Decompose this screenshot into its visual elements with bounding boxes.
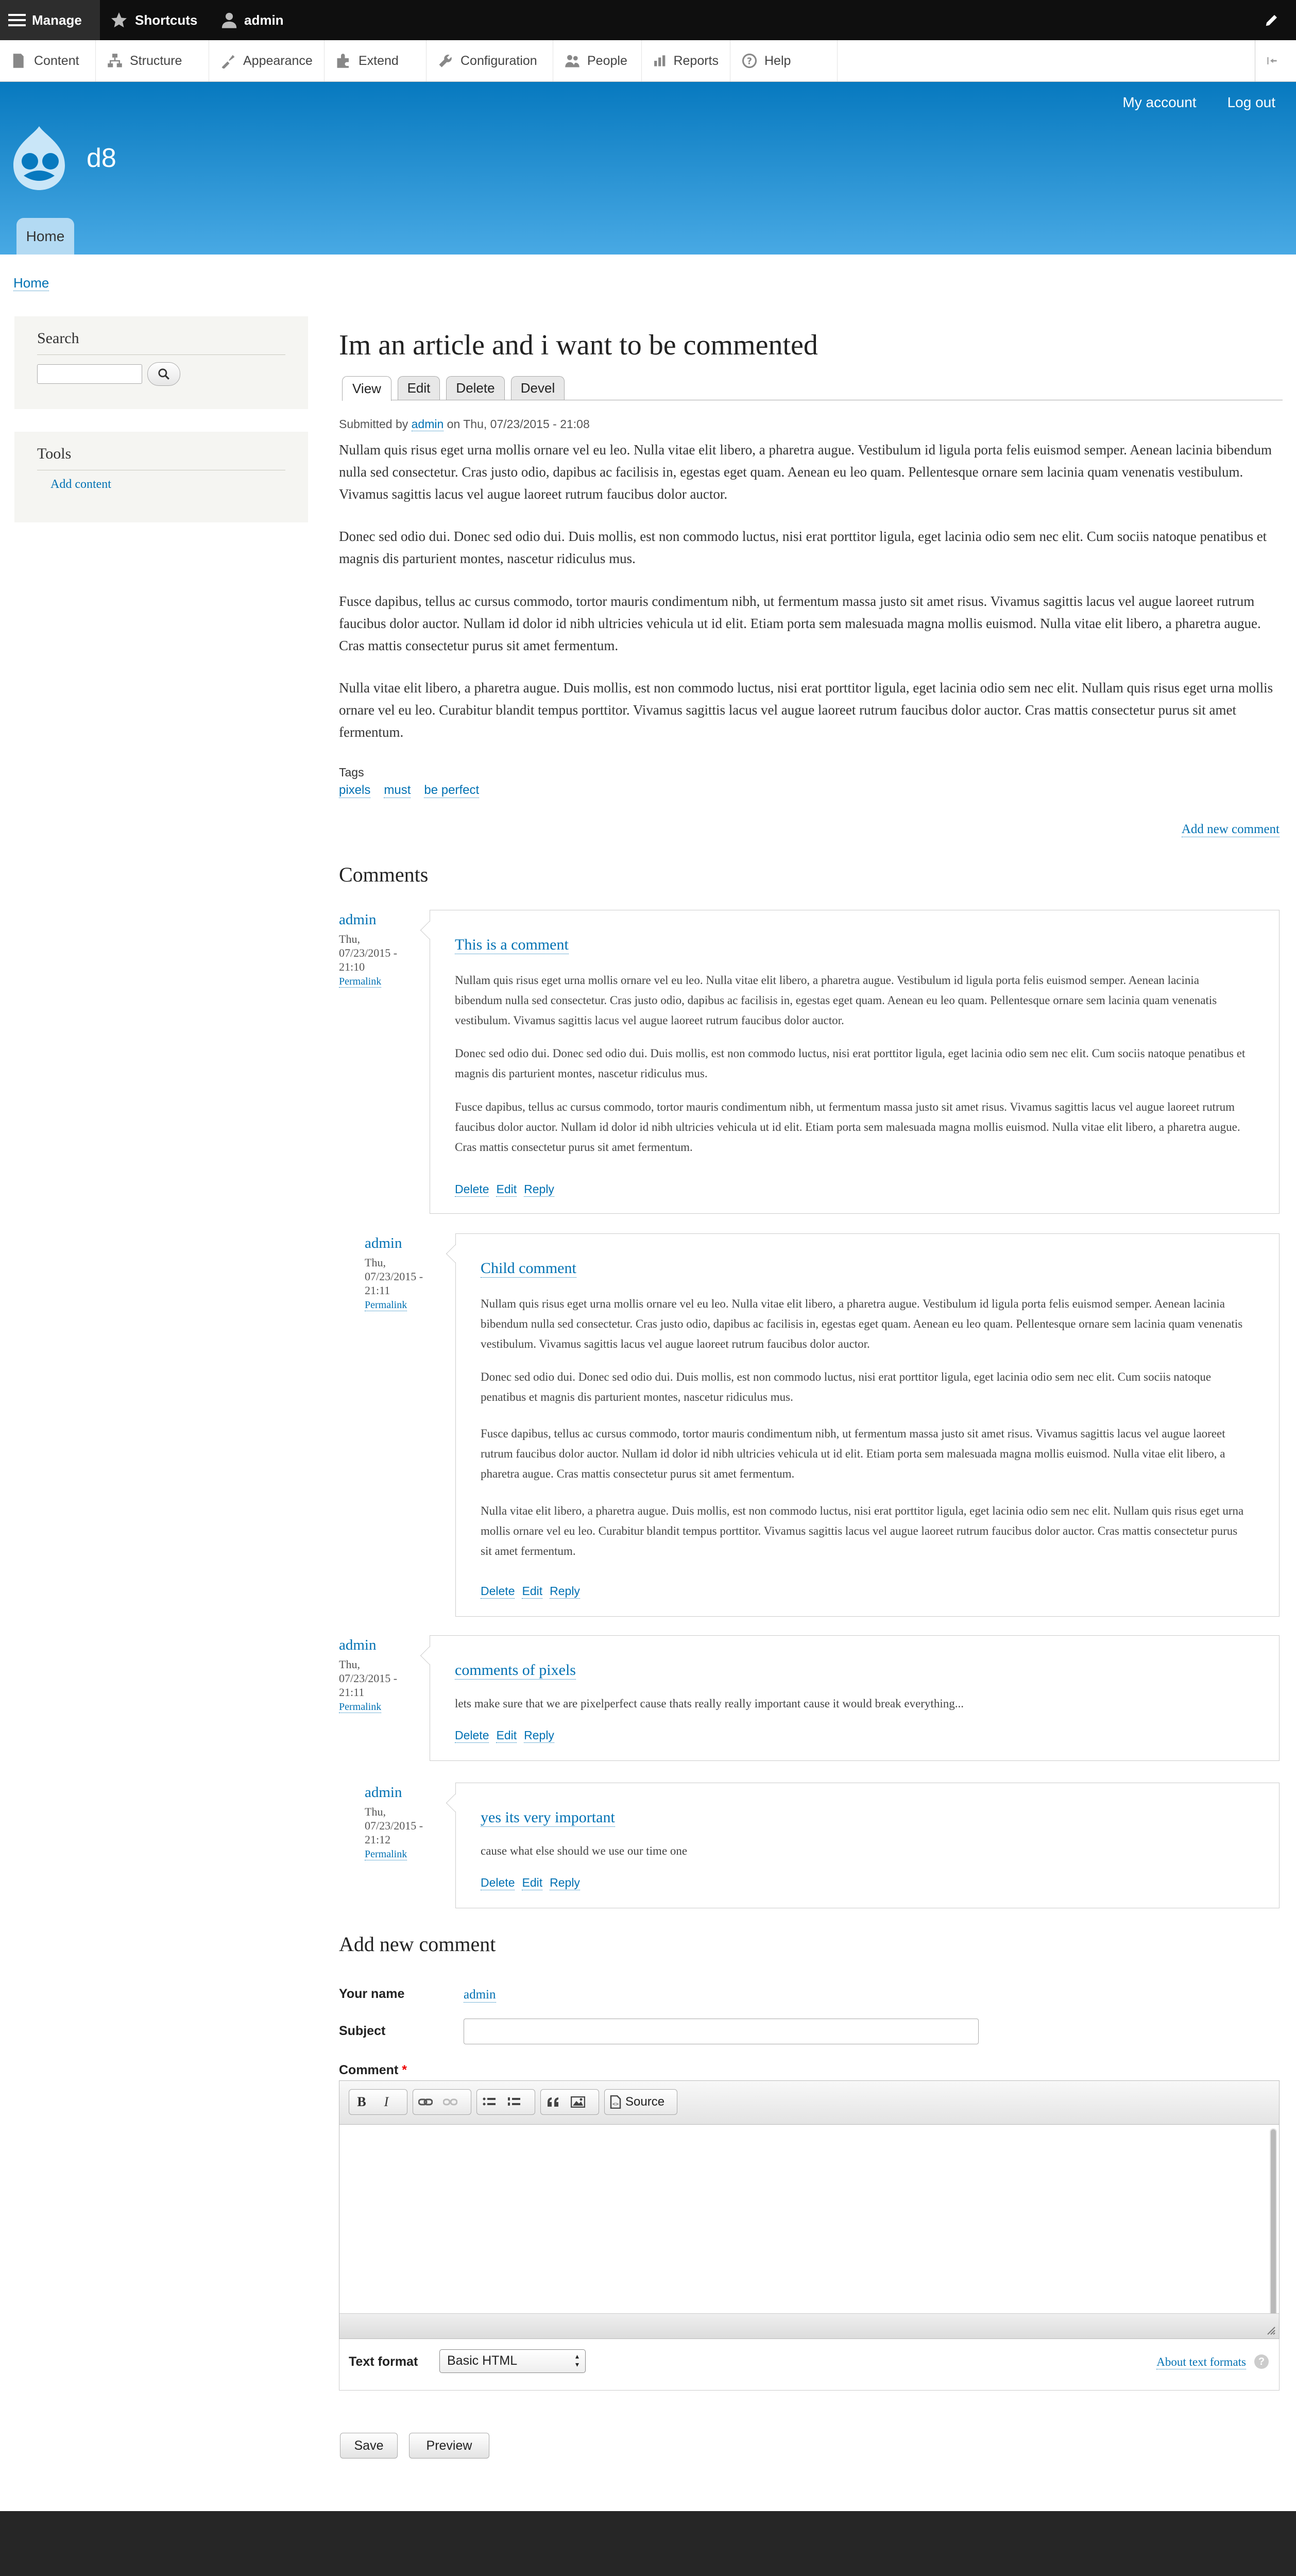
required-marker: *: [402, 2063, 407, 2077]
tray-item-label: Extend: [359, 53, 399, 68]
comment-links: [455, 1182, 554, 1197]
article-paragraph: Nullam quis risus eget urna mollis ornare vel eu leo. Nulla vitae elit libero, a pharetra augue. Vestibulum id ligula porta felis euismod semper. Aenean lacinia bibendum nulla sed consectetur. Cras justo odio, dapibus ac facilisis in, egestas eget quam. Aenean eu leo quam. Pellentesque ornare sem lacinia quam venenatis vestibulum. Vivamus sagittis lacus vel augue laoreet rutrum faucibus dolor auctor.: [339, 442, 1272, 502]
image-icon: [571, 2096, 585, 2108]
admin-tray: [0, 40, 1296, 82]
people-icon: [565, 53, 580, 69]
content-icon: [11, 53, 27, 69]
admin-toolbar: [0, 0, 1296, 40]
comments-title: Comments: [339, 863, 429, 886]
comment-links: [481, 1584, 580, 1599]
tray-item-label: Content: [34, 53, 79, 68]
bulleted-list-icon: [483, 2096, 496, 2108]
article-paragraph: Donec sed odio dui. Donec sed odio dui. Duis mollis, est non commodo luctus, nisi erat porttitor ligula, eget lacinia odio sem nec elit. Cum sociis natoque penatibus et magnis dis parturient montes, nascetur ridiculus mus.: [339, 529, 1267, 566]
tab-devel[interactable]: Devel: [511, 376, 565, 400]
log-out-link[interactable]: Log out: [1227, 94, 1275, 110]
your-name-label: Your name: [339, 1987, 405, 2001]
article-paragraph: Fusce dapibus, tellus ac cursus commodo, tortor mauris condimentum nibh, ut fermentum massa justo sit amet risus. Vivamus sagittis lacus vel augue laoreet rutrum faucibus dolor auctor. Nullam id dolor id nibh ultricies vehicula ut id elit. Etiam porta sem malesuada magna mollis euismod. Nulla vitae elit libero, a pharetra augue. Cras mattis consectetur purus sit amet fermentum.: [339, 594, 1261, 653]
star-icon: [109, 11, 129, 29]
secondary-menu: [1122, 94, 1275, 111]
permalink[interactable]: Permalink: [339, 1701, 382, 1713]
comment-date: Thu, 07/23/2015 - 21:11: [339, 1658, 398, 1699]
article-paragraph: Nulla vitae elit libero, a pharetra augue. Duis mollis, est non commodo luctus, nisi erat porttitor ligula, eget lacinia odio sem nec elit. Nullam quis risus eget urna mollis ornare vel eu leo. Curabitur blandit tempus porttitor. Vivamus sagittis lacus vel augue laoreet rutrum faucibus dolor auctor. Cras mattis consectetur purus sit amet fermentum.: [339, 680, 1273, 740]
comment-editor: [339, 2080, 1280, 2339]
comment-title-link[interactable]: comments of pixels: [455, 1662, 576, 1679]
hamburger-icon: [8, 13, 26, 27]
comment-paragraph: Fusce dapibus, tellus ac cursus commodo, tortor mauris condimentum nibh, ut fermentum massa justo sit amet risus. Vivamus sagittis lacus vel augue laoreet rutrum faucibus dolor auctor. Nullam id dolor id nibh ultricies vehicula ut id elit. Etiam porta sem malesuada magna mollis euismod. Nulla vitae elit libero, a pharetra augue. Cras mattis consectetur purus sit amet fermentum.: [481, 1427, 1225, 1480]
bulleted-list-button[interactable]: [477, 2090, 502, 2114]
submitted-date: on Thu, 07/23/2015 - 21:08: [444, 417, 590, 431]
tray-orientation-toggle[interactable]: [1255, 40, 1296, 81]
edit-link[interactable]: Edit: [522, 1584, 543, 1598]
comment: [455, 1233, 1280, 1617]
comment-links: [481, 1876, 580, 1890]
user-label: admin: [244, 12, 284, 28]
appearance-icon: [220, 53, 236, 69]
tags-list: [339, 783, 479, 798]
tray-item-label: Appearance: [243, 53, 313, 68]
text-format-select[interactable]: Basic HTML ▴ ▾: [439, 2349, 586, 2373]
tab-delete[interactable]: Delete: [446, 376, 505, 400]
source-icon: [610, 2095, 621, 2109]
save-button[interactable]: Save: [340, 2433, 398, 2459]
tray-item-label: Help: [764, 53, 791, 68]
tag-link[interactable]: be perfect: [424, 783, 480, 797]
comment-body-textarea[interactable]: [339, 2124, 1279, 2333]
links-group: [413, 2089, 471, 2115]
comment-meta: [339, 913, 401, 989]
basic-styles-group: [349, 2089, 407, 2115]
tags-label: Tags: [339, 766, 364, 779]
tray-item-label: Structure: [130, 53, 182, 68]
add-content-link[interactable]: Add content: [50, 478, 111, 491]
help-icon: [742, 53, 757, 69]
source-label: Source: [625, 2095, 665, 2109]
pencil-icon: [1264, 12, 1280, 28]
comment-author-link[interactable]: admin: [365, 1235, 402, 1251]
tray-item-people[interactable]: [553, 40, 642, 81]
search-button[interactable]: [147, 362, 180, 386]
comment-meta: [339, 1638, 401, 1714]
site-header: [0, 82, 1296, 255]
delete-link[interactable]: Delete: [455, 1728, 489, 1742]
comment-meta: [365, 1786, 427, 1861]
source-button[interactable]: [604, 2089, 677, 2115]
about-text-formats-link[interactable]: About text formats: [1156, 2355, 1246, 2368]
edit-mode-toggle[interactable]: [1264, 0, 1286, 40]
blockquote-button[interactable]: [541, 2090, 566, 2114]
shortcuts-tab[interactable]: [109, 0, 197, 40]
comment-paragraph: Donec sed odio dui. Donec sed odio dui. Duis mollis, est non commodo luctus, nisi erat porttitor ligula, eget lacinia odio sem nec elit. Cum sociis natoque penatibus et magnis dis parturient montes, nascetur ridiculus mus.: [481, 1370, 1212, 1403]
blocks-group: [540, 2089, 599, 2115]
tray-item-structure[interactable]: [96, 40, 209, 81]
comment-title-link[interactable]: This is a comment: [455, 936, 569, 953]
breadcrumb: [13, 275, 49, 291]
numbered-list-icon: [507, 2096, 521, 2108]
comment-author-link[interactable]: admin: [339, 911, 377, 928]
comment-title-link[interactable]: Child comment: [481, 1260, 576, 1277]
tray-item-help[interactable]: [730, 40, 838, 81]
comment-paragraph: cause what else should we use our time one: [481, 1844, 688, 1857]
edit-link[interactable]: Edit: [522, 1876, 543, 1889]
comment-date: Thu, 07/23/2015 - 21:11: [365, 1256, 423, 1297]
comment: [455, 1783, 1280, 1908]
comment-author-link[interactable]: admin: [339, 1637, 377, 1653]
extend-icon: [336, 53, 351, 69]
comment: [430, 1635, 1280, 1761]
blockquote-icon: [547, 2097, 560, 2107]
your-name-value[interactable]: admin: [464, 1988, 496, 2002]
collapse-arrow-icon: [1267, 55, 1277, 67]
svg-text:?: ?: [746, 56, 753, 67]
configuration-icon: [438, 53, 453, 69]
comment-label-text: Comment: [339, 2063, 399, 2077]
comment-paragraph: Donec sed odio dui. Donec sed odio dui. Duis mollis, est non commodo luctus, nisi erat porttitor ligula, eget lacinia odio sem nec elit. Cum sociis natoque penatibus et magnis dis parturient montes, nascetur ridiculus mus.: [455, 1047, 1246, 1080]
unlink-button[interactable]: [438, 2090, 463, 2114]
comment-paragraph: Fusce dapibus, tellus ac cursus commodo, tortor mauris condimentum nibh, ut fermentum massa justo sit amet risus. Vivamus sagittis lacus vel augue laoreet rutrum faucibus dolor auctor. Nullam id dolor id nibh ultricies vehicula ut id elit. Etiam porta sem malesuada magna mollis euismod. Nulla vitae elit libero, a pharetra augue. Cras mattis consectetur purus sit amet fermentum.: [455, 1100, 1240, 1154]
comment-paragraph: Nullam quis risus eget urna mollis ornare vel eu leo. Nulla vitae elit libero, a pharetra augue. Vestibulum id ligula porta felis euismod semper. Aenean lacinia bibendum nulla sed consectetur. Cras justo odio, dapibus ac facilisis in, egestas eget quam. Aenean eu leo quam. Pellentesque ornare sem lacinia quam venenatis vestibulum. Vivamus sagittis lacus vel augue laoreet rutrum faucibus dolor auctor.: [481, 1297, 1243, 1350]
add-new-comment-link[interactable]: Add new comment: [1181, 822, 1280, 836]
author-link[interactable]: admin: [411, 417, 444, 431]
comment-label: [339, 2063, 407, 2078]
help-icon[interactable]: ?: [1254, 2354, 1269, 2369]
comment-paragraph: Nullam quis risus eget urna mollis ornare vel eu leo. Nulla vitae elit libero, a pharetra augue. Vestibulum id ligula porta felis euismod semper. Aenean lacinia bibendum nulla sed consectetur. Cras justo odio, dapibus ac facilisis in, egestas eget quam. Aenean eu leo quam. Pellentesque ornare sem lacinia quam venenatis vestibulum. Vivamus sagittis lacus vel augue laoreet rutrum faucibus dolor auctor.: [455, 974, 1217, 1027]
delete-link[interactable]: Delete: [455, 1182, 489, 1196]
tray-item-label: Reports: [673, 53, 719, 68]
local-tasks: [342, 376, 1283, 400]
comment: [430, 910, 1280, 1214]
comment-paragraph: Nulla vitae elit libero, a pharetra augue. Duis mollis, est non commodo luctus, nisi erat porttitor ligula, eget lacinia odio sem nec elit. Nullam quis risus eget urna mollis ornare vel eu leo. Curabitur blandit tempus porttitor. Vivamus sagittis lacus vel augue laoreet rutrum faucibus dolor auctor. Cras mattis consectetur purus sit amet fermentum.: [481, 1504, 1244, 1557]
preview-button[interactable]: Preview: [409, 2433, 489, 2459]
editor-resize-bar: [339, 2313, 1279, 2338]
site-footer: [0, 2511, 1296, 2576]
subject-label: Subject: [339, 2024, 386, 2038]
reports-icon: [653, 53, 666, 69]
search-input[interactable]: [37, 364, 142, 384]
link-button[interactable]: [413, 2090, 438, 2114]
edit-link[interactable]: Edit: [496, 1182, 517, 1196]
bold-button[interactable]: B: [357, 2094, 366, 2109]
numbered-list-button[interactable]: [502, 2090, 526, 2114]
tray-item-reports[interactable]: [642, 40, 730, 81]
link-icon: [418, 2098, 433, 2106]
reply-link[interactable]: Reply: [524, 1182, 554, 1196]
svg-text:<>: <>: [612, 2102, 619, 2107]
breadcrumb-home-link[interactable]: Home: [13, 275, 49, 291]
permalink[interactable]: Permalink: [339, 976, 382, 987]
tray-item-configuration[interactable]: [427, 40, 553, 81]
permalink[interactable]: Permalink: [365, 1849, 407, 1860]
comment-meta: [365, 1236, 427, 1312]
tray-item-appearance[interactable]: [209, 40, 325, 81]
comment-title-link[interactable]: yes its very important: [481, 1809, 615, 1826]
shortcuts-label: Shortcuts: [135, 12, 198, 28]
tools-block-title: Tools: [37, 445, 285, 470]
search-block-title: Search: [37, 330, 285, 355]
comment-paragraph: lets make sure that we are pixelperfect cause thats really really important cause it would break everything...: [455, 1697, 964, 1710]
tag-link[interactable]: must: [384, 783, 411, 797]
edit-link[interactable]: Edit: [496, 1728, 517, 1742]
drupal-logo-icon[interactable]: [9, 124, 69, 195]
tag-link[interactable]: pixels: [339, 783, 371, 797]
site-name[interactable]: d8: [87, 143, 116, 173]
text-format-wrapper: [339, 2339, 1280, 2391]
manage-label: Manage: [32, 12, 82, 28]
comment-date: Thu, 07/23/2015 - 21:12: [365, 1805, 423, 1846]
delete-link[interactable]: Delete: [481, 1876, 515, 1889]
comment-date: Thu, 07/23/2015 - 21:10: [339, 933, 398, 973]
resize-handle-icon[interactable]: [1266, 2325, 1276, 2335]
editor-scrollbar[interactable]: [1270, 2128, 1277, 2328]
user-tab[interactable]: [220, 0, 284, 40]
submitted-prefix: Submitted by: [339, 417, 412, 431]
subject-input[interactable]: [464, 2019, 979, 2044]
reply-link[interactable]: Reply: [550, 1584, 580, 1598]
reply-link[interactable]: Reply: [550, 1876, 580, 1889]
text-format-label: Text format: [349, 2354, 418, 2369]
primary-tab-home[interactable]: Home: [16, 218, 74, 255]
structure-icon: [107, 53, 123, 69]
user-icon: [220, 11, 238, 29]
delete-link[interactable]: Delete: [481, 1584, 515, 1598]
reply-link[interactable]: Reply: [524, 1728, 554, 1742]
tray-item-content[interactable]: [0, 40, 96, 81]
tray-item-label: Configuration: [461, 53, 537, 68]
search-block: [14, 316, 308, 409]
comment-author-link[interactable]: admin: [365, 1784, 402, 1801]
tab-edit[interactable]: Edit: [398, 376, 440, 400]
tools-block: [14, 432, 308, 522]
italic-button[interactable]: I: [384, 2094, 389, 2109]
my-account-link[interactable]: My account: [1122, 94, 1197, 110]
manage-tab[interactable]: [0, 0, 100, 40]
lists-group: [476, 2089, 535, 2115]
unlink-icon: [443, 2098, 457, 2106]
search-icon: [157, 367, 170, 381]
tab-view[interactable]: View: [342, 376, 391, 401]
image-button[interactable]: [566, 2090, 590, 2114]
editor-toolbar: [339, 2081, 1279, 2125]
tray-item-extend[interactable]: [325, 40, 427, 81]
comment-form-title: Add new comment: [339, 1933, 496, 1956]
comment-links: [455, 1728, 554, 1743]
page-title: Im an article and i want to be commented: [339, 329, 818, 361]
submitted-info: [339, 417, 590, 431]
permalink[interactable]: Permalink: [365, 1299, 407, 1311]
tray-item-label: People: [587, 53, 627, 68]
